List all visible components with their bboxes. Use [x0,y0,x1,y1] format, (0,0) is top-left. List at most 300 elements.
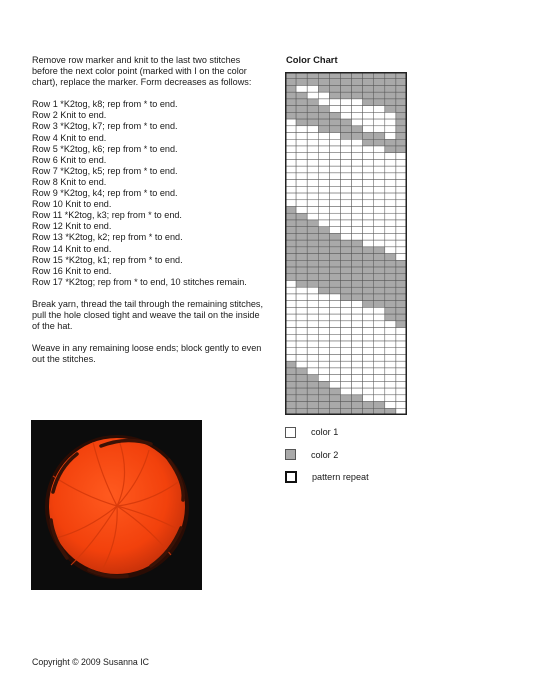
chart-cell [396,153,407,160]
chart-cell [352,328,363,335]
chart-cell [374,307,385,314]
row-17: Row 17 *K2tog; rep from * to end, 10 stitches remain. [32,276,247,287]
chart-cell [374,85,385,92]
row-2: Row 2 Knit to end. [32,110,107,121]
chart-cell [307,381,318,388]
chart-cell [396,139,407,146]
chart-cell [396,334,407,341]
chart-cell [396,267,407,274]
chart-cell [296,361,307,368]
chart-cell [363,354,374,361]
chart-cell [285,173,296,180]
chart-cell [352,280,363,287]
chart-cell [385,133,396,140]
chart-cell [374,341,385,348]
chart-cell [340,85,351,92]
chart-cell [374,334,385,341]
chart-cell [318,92,329,99]
break-yarn-paragraph: Break yarn, thread the tail through the remaining stitches, pull the hole closed tight and weave the tail on the inside of the hat. [32,298,264,332]
chart-cell [307,334,318,341]
chart-cell [374,233,385,240]
chart-cell [396,99,407,106]
chart-cell [285,99,296,106]
chart-cell [396,119,407,126]
chart-cell [396,159,407,166]
chart-cell [363,348,374,355]
chart-cell [374,126,385,133]
chart-cell [296,395,307,402]
chart-cell [340,106,351,113]
chart-cell [374,368,385,375]
chart-cell [285,240,296,247]
chart-cell [396,220,407,227]
color-1-swatch [285,427,296,438]
chart-cell [329,92,340,99]
legend-color-2-label: color 2 [311,449,339,460]
chart-cell [318,375,329,382]
chart-cell [296,213,307,220]
color-chart-grid [285,72,407,415]
chart-cell [374,247,385,254]
chart-cell [363,139,374,146]
chart-cell [396,92,407,99]
chart-cell [396,133,407,140]
row-13: Row 13 *K2tog, k2; rep from * to end. [32,232,183,243]
chart-cell [318,153,329,160]
chart-cell [318,186,329,193]
chart-cell [385,85,396,92]
chart-cell [329,173,340,180]
chart-cell [307,388,318,395]
chart-cell [296,381,307,388]
chart-cell [352,334,363,341]
chart-cell [385,341,396,348]
chart-cell [307,159,318,166]
chart-cell [318,220,329,227]
chart-cell [296,220,307,227]
chart-cell [296,375,307,382]
chart-cell [318,85,329,92]
chart-cell [352,220,363,227]
chart-cell [374,388,385,395]
chart-cell [374,267,385,274]
chart-cell [396,146,407,153]
chart-cell [318,287,329,294]
chart-cell [285,348,296,355]
chart-cell [285,166,296,173]
chart-cell [396,106,407,113]
legend-color-1-label: color 1 [311,427,339,437]
chart-cell [363,240,374,247]
chart-cell [385,159,396,166]
chart-cell [340,159,351,166]
chart-cell [318,106,329,113]
chart-cell [296,402,307,409]
chart-cell [363,126,374,133]
chart-cell [340,119,351,126]
chart-cell [363,99,374,106]
chart-cell [396,227,407,234]
chart-cell [285,287,296,294]
chart-cell [385,166,396,173]
chart-cell [396,381,407,388]
chart-cell [340,341,351,348]
chart-cell [352,133,363,140]
chart-cell [307,247,318,254]
row-14: Row 14 Knit to end. [32,243,112,254]
chart-cell [363,166,374,173]
chart-cell [352,139,363,146]
chart-cell [318,240,329,247]
chart-cell [340,280,351,287]
chart-cell [329,267,340,274]
chart-cell [285,133,296,140]
chart-cell [285,92,296,99]
chart-cell [296,92,307,99]
chart-cell [396,395,407,402]
chart-cell [385,280,396,287]
chart-cell [340,126,351,133]
chart-cell [307,274,318,281]
chart-cell [307,153,318,160]
chart-cell [352,126,363,133]
chart-cell [296,348,307,355]
color-2-swatch [285,449,296,460]
chart-cell [329,159,340,166]
chart-cell [285,307,296,314]
chart-cell [307,233,318,240]
chart-cell [363,334,374,341]
chart-cell [352,254,363,261]
row-4: Row 4 Knit to end. [32,132,107,143]
chart-cell [329,321,340,328]
chart-cell [396,348,407,355]
chart-cell [396,388,407,395]
chart-cell [385,173,396,180]
chart-cell [329,375,340,382]
chart-cell [318,112,329,119]
chart-cell [307,280,318,287]
chart-cell [396,301,407,308]
chart-cell [385,180,396,187]
chart-cell [363,200,374,207]
chart-cell [329,260,340,267]
chart-cell [385,112,396,119]
chart-cell [340,186,351,193]
chart-cell [396,186,407,193]
chart-cell [374,301,385,308]
chart-cell [285,254,296,261]
chart-cell [285,280,296,287]
chart-cell [352,247,363,254]
chart-cell [396,294,407,301]
chart-cell [285,301,296,308]
chart-cell [385,233,396,240]
chart-cell [307,267,318,274]
chart-cell [340,287,351,294]
chart-cell [352,267,363,274]
chart-cell [374,133,385,140]
chart-cell [385,186,396,193]
chart-cell [363,119,374,126]
chart-cell [329,220,340,227]
chart-cell [307,260,318,267]
chart-cell [352,341,363,348]
chart-cell [385,79,396,86]
chart-cell [329,247,340,254]
chart-cell [374,173,385,180]
chart-cell [329,193,340,200]
chart-cell [385,240,396,247]
chart-cell [307,254,318,261]
chart-cell [363,294,374,301]
chart-cell [385,314,396,321]
chart-cell [363,213,374,220]
chart-cell [318,207,329,214]
chart-cell [374,287,385,294]
chart-cell [385,207,396,214]
chart-cell [296,321,307,328]
chart-cell [363,79,374,86]
chart-cell [363,146,374,153]
chart-cell [385,294,396,301]
chart-cell [318,79,329,86]
chart-cell [352,307,363,314]
chart-cell [363,328,374,335]
chart-cell [363,159,374,166]
chart-cell [363,133,374,140]
chart-cell [329,85,340,92]
chart-cell [396,307,407,314]
chart-cell [363,186,374,193]
chart-cell [318,213,329,220]
chart-cell [374,166,385,173]
chart-cell [329,99,340,106]
chart-cell [285,314,296,321]
chart-cell [318,274,329,281]
chart-cell [296,207,307,214]
chart-cell [385,402,396,409]
chart-cell [385,126,396,133]
chart-cell [340,240,351,247]
chart-cell [307,341,318,348]
chart-cell [396,260,407,267]
chart-cell [329,368,340,375]
chart-cell [318,119,329,126]
chart-cell [296,354,307,361]
chart-cell [318,334,329,341]
chart-cell [307,314,318,321]
chart-cell [318,193,329,200]
chart-cell [363,301,374,308]
chart-cell [385,328,396,335]
chart-cell [318,180,329,187]
chart-cell [318,395,329,402]
chart-cell [329,79,340,86]
chart-cell [318,368,329,375]
chart-cell [374,159,385,166]
chart-cell [285,233,296,240]
chart-cell [285,328,296,335]
row-10: Row 10 Knit to end. [32,199,112,210]
chart-cell [285,220,296,227]
chart-cell [340,247,351,254]
chart-cell [296,173,307,180]
chart-cell [296,159,307,166]
chart-cell [340,213,351,220]
legend-color-1 [285,426,369,438]
chart-cell [285,321,296,328]
chart-cell [352,99,363,106]
chart-cell [374,99,385,106]
chart-cell [363,207,374,214]
chart-cell [318,126,329,133]
chart-cell [396,375,407,382]
chart-cell [363,220,374,227]
chart-cell [296,301,307,308]
chart-cell [285,227,296,234]
chart-cell [385,361,396,368]
chart-cell [363,260,374,267]
chart-cell [363,287,374,294]
chart-cell [385,307,396,314]
chart-cell [385,153,396,160]
chart-cell [296,233,307,240]
chart-cell [318,247,329,254]
chart-cell [307,301,318,308]
chart-cell [307,99,318,106]
chart-cell [307,79,318,86]
chart-cell [396,200,407,207]
chart-cell [285,294,296,301]
chart-cell [363,85,374,92]
chart-cell [318,267,329,274]
chart-cell [296,287,307,294]
chart-cell [352,112,363,119]
chart-cell [318,361,329,368]
intro-paragraph: Remove row marker and knit to the last two stitches before the next color point (marked with I on the color chart), replace the marker. Form decreases as follows: [32,55,252,88]
chart-cell [318,233,329,240]
chart-cell [285,119,296,126]
chart-cell [340,139,351,146]
chart-cell [352,314,363,321]
chart-cell [363,402,374,409]
chart-cell [374,139,385,146]
chart-cell [363,193,374,200]
chart-cell [285,200,296,207]
chart-cell [352,260,363,267]
weave-ends-paragraph: Weave in any remaining loose ends; block gently to even out the stitches. [32,343,262,365]
chart-cell [307,240,318,247]
chart-cell [363,267,374,274]
chart-cell [363,92,374,99]
chart-cell [352,173,363,180]
chart-cell [385,139,396,146]
chart-cell [318,402,329,409]
chart-cell [329,126,340,133]
chart-cell [318,354,329,361]
chart-cell [374,260,385,267]
chart-cell [374,314,385,321]
chart-cell [340,321,351,328]
chart-cell [385,348,396,355]
chart-cell [329,307,340,314]
chart-cell [374,213,385,220]
chart-cell [296,153,307,160]
legend-pattern-repeat-label: pattern repeat [312,472,369,482]
chart-cell [374,274,385,281]
chart-cell [318,341,329,348]
chart-cell [318,159,329,166]
chart-cell [340,146,351,153]
chart-cell [363,314,374,321]
chart-cell [385,227,396,234]
chart-cell [385,99,396,106]
chart-cell [352,92,363,99]
chart-cell [340,92,351,99]
chart-cell [340,307,351,314]
chart-cell [385,254,396,261]
chart-cell [363,233,374,240]
chart-cell [296,267,307,274]
chart-cell [307,348,318,355]
chart-cell [318,294,329,301]
chart-cell [340,301,351,308]
chart-cell [329,354,340,361]
chart-cell [363,341,374,348]
chart-cell [285,267,296,274]
chart-cell [296,166,307,173]
chart-cell [396,361,407,368]
pattern-repeat-swatch [285,471,297,483]
chart-cell [285,207,296,214]
chart-cell [307,287,318,294]
chart-cell [318,314,329,321]
chart-cell [340,354,351,361]
chart-cell [307,119,318,126]
chart-cell [340,375,351,382]
chart-cell [296,106,307,113]
chart-cell [329,388,340,395]
chart-cell [285,106,296,113]
chart-cell [385,119,396,126]
chart-cell [329,112,340,119]
chart-cell [363,395,374,402]
chart-cell [374,119,385,126]
chart-cell [285,381,296,388]
chart-cell [329,334,340,341]
chart-cell [285,139,296,146]
chart-cell [285,186,296,193]
chart-cell [352,368,363,375]
chart-cell [352,213,363,220]
chart-cell [329,301,340,308]
chart-cell [285,247,296,254]
chart-cell [340,381,351,388]
chart-cell [352,85,363,92]
chart-cell [396,213,407,220]
row-15: Row 15 *K2tog, k1; rep from * to end. [32,254,183,265]
chart-cell [307,213,318,220]
chart-cell [340,193,351,200]
chart-cell [307,106,318,113]
chart-cell [307,139,318,146]
chart-cell [363,321,374,328]
chart-cell [296,280,307,287]
chart-cell [396,328,407,335]
copyright-notice: Copyright © 2009 Susanna IC [32,657,150,667]
chart-cell [340,402,351,409]
